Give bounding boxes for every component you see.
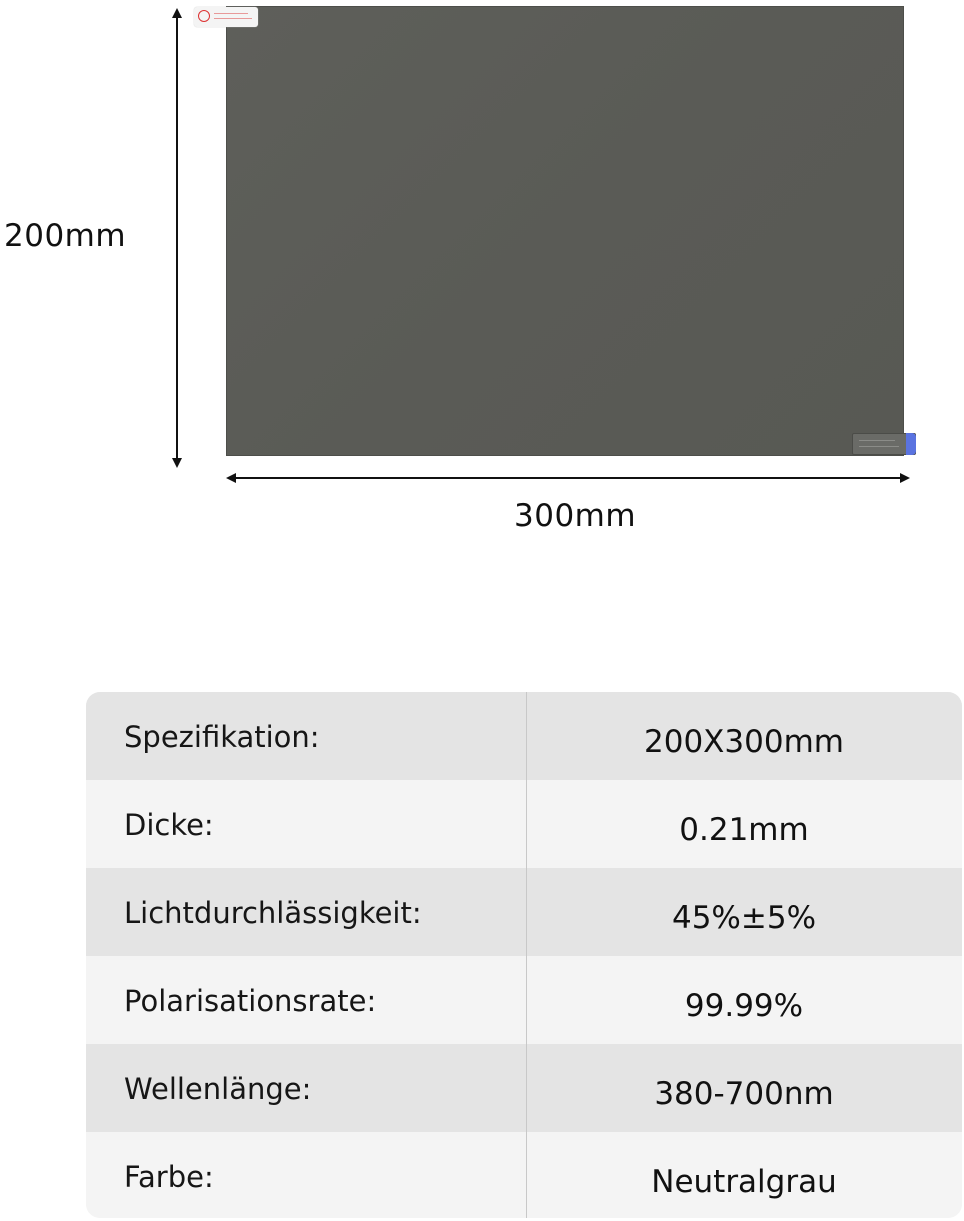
table-row bbox=[86, 956, 962, 1044]
spec-label: Farbe: bbox=[124, 1160, 214, 1194]
table-row bbox=[86, 868, 962, 956]
table-row bbox=[86, 692, 962, 780]
width-dimension-arrow bbox=[226, 471, 910, 485]
height-label: 200mm bbox=[4, 218, 127, 254]
width-label: 300mm bbox=[514, 498, 637, 534]
spec-label: Polarisationsrate: bbox=[124, 984, 377, 1018]
spec-value: 0.21mm bbox=[679, 812, 809, 848]
table-row bbox=[86, 780, 962, 868]
protective-film-tab-icon bbox=[194, 7, 258, 27]
spec-label: Wellenlänge: bbox=[124, 1072, 312, 1106]
polarizer-sheet-image bbox=[226, 6, 904, 456]
spec-table bbox=[86, 692, 962, 1218]
table-row bbox=[86, 1132, 962, 1218]
spec-value: 380-700nm bbox=[654, 1076, 834, 1112]
spec-value: Neutralgrau bbox=[651, 1164, 837, 1200]
table-row bbox=[86, 1044, 962, 1132]
height-dimension-arrow bbox=[171, 8, 183, 468]
spec-label: Spezifikation: bbox=[124, 720, 320, 754]
spec-value: 45%±5% bbox=[671, 900, 817, 936]
spec-label: Dicke: bbox=[124, 808, 214, 842]
spec-label: Lichtdurchlässigkeit: bbox=[124, 896, 422, 930]
spec-value: 99.99% bbox=[684, 988, 804, 1024]
peel-tab-icon bbox=[852, 433, 916, 455]
spec-value: 200X300mm bbox=[644, 724, 844, 760]
